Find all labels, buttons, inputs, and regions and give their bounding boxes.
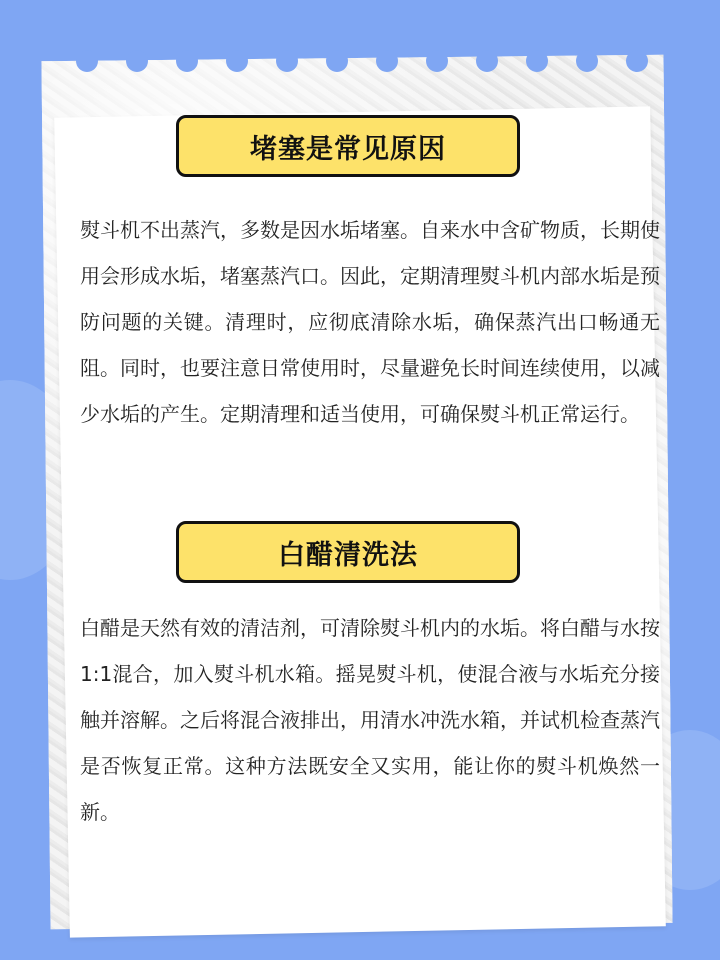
section-body: 熨斗机不出蒸汽，多数是因水垢堵塞。自来水中含矿物质，长期使用会形成水垢，堵塞蒸汽口。因此，定期清理熨斗机内部水垢是预防问题的关键。清理时，应彻底清除水垢，确保蒸汽出口畅通无阻。同时，也要注意日常使用时，尽量避免长时间连续使用，以减少水垢的产生。定期清理和适当使用，可确保熨斗机正常运行。 <box>80 218 660 426</box>
hole <box>426 50 448 72</box>
section-heading-text: 堵塞是常见原因 <box>250 133 446 165</box>
section-heading <box>176 115 520 177</box>
section-body: 白醋是天然有效的清洁剂，可清除熨斗机内的水垢。将白醋与水按1:1混合，加入熨斗机水箱。摇晃熨斗机，使混合液与水垢充分接触并溶解。之后将混合液排出，用清水冲洗水箱，并试机检查蒸汽是否恢复正常。这种方法既安全又实用，能让你的熨斗机焕然一新。 <box>80 616 660 824</box>
section-heading-text: 白醋清洗法 <box>278 539 418 571</box>
hole <box>376 50 398 72</box>
hole <box>626 50 648 72</box>
section-heading <box>176 521 520 583</box>
hole <box>76 50 98 72</box>
notebook-holes <box>46 50 668 74</box>
hole <box>276 50 298 72</box>
hole <box>226 50 248 72</box>
hole <box>126 50 148 72</box>
hole <box>176 50 198 72</box>
hole <box>526 50 548 72</box>
hole <box>476 50 498 72</box>
hole <box>326 50 348 72</box>
hole <box>576 50 598 72</box>
